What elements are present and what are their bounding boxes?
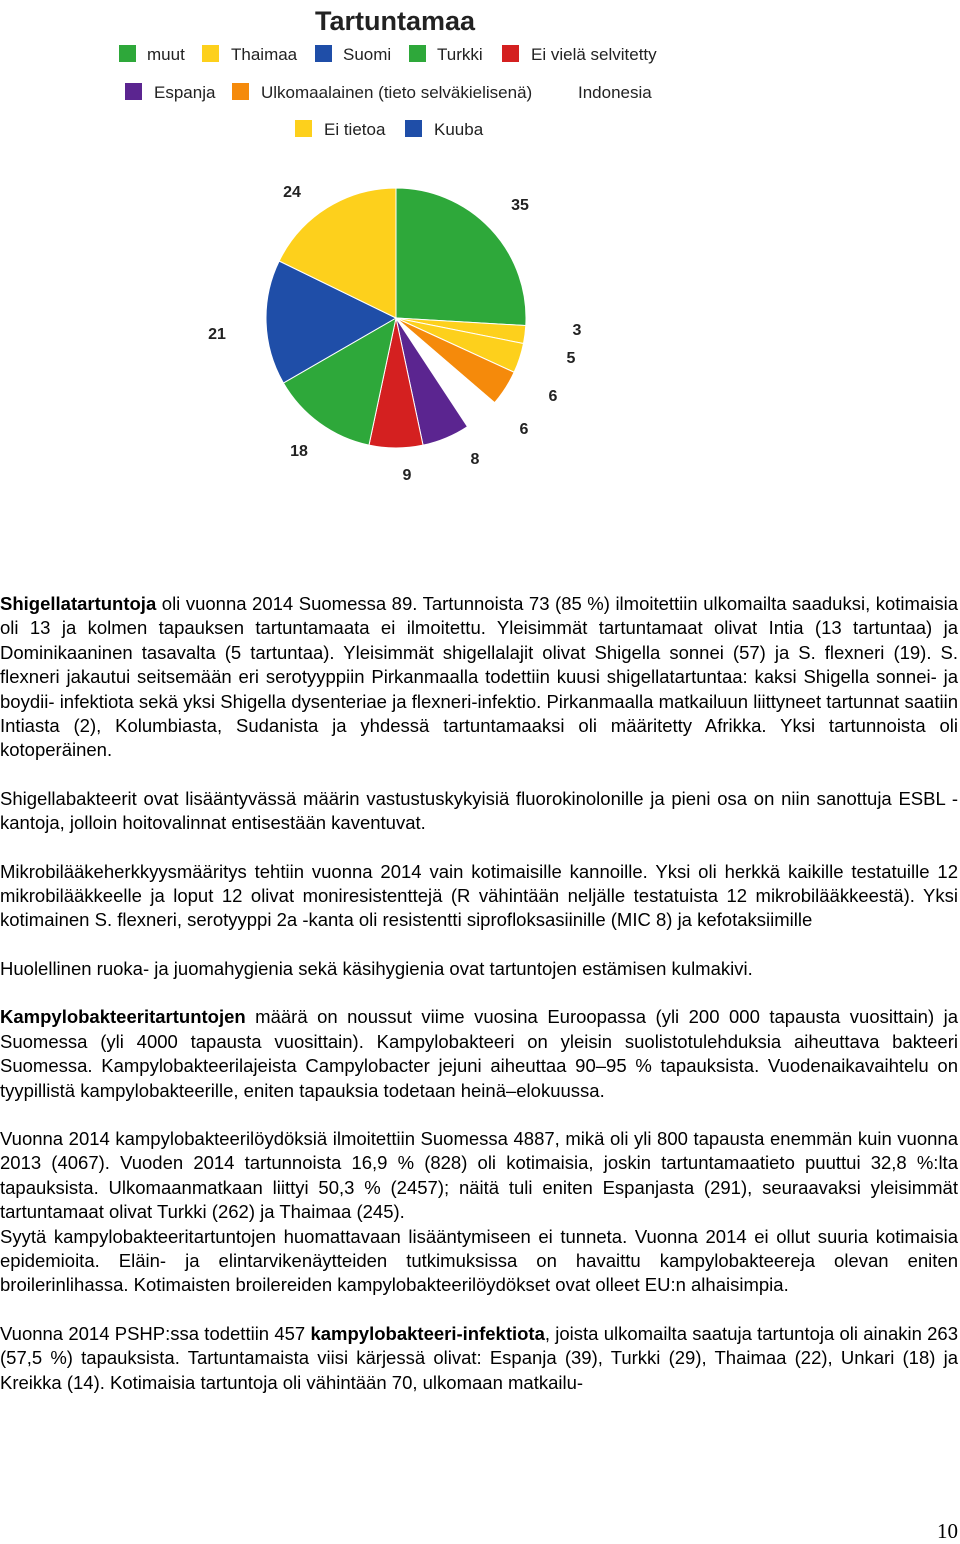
- legend-item-muut: [119, 45, 185, 64]
- legend-item-suomi: [315, 45, 391, 64]
- paragraph-text: Vuonna 2014 PSHP:ssa todettiin 457: [0, 1322, 311, 1344]
- slice-label: 21: [208, 326, 226, 343]
- page-number: 10: [937, 1519, 958, 1543]
- legend-swatch: [315, 45, 332, 62]
- slice-label: 18: [290, 443, 308, 460]
- shigella-heading: Shigellatartuntoja: [0, 593, 157, 614]
- slice-label: 35: [511, 197, 529, 214]
- legend-label: Suomi: [343, 45, 392, 64]
- chart-title: Tartuntamaa: [314, 6, 476, 36]
- legend-label: Espanja: [154, 83, 216, 102]
- legend-item-ulkomaalainen: [232, 83, 532, 102]
- pie-slice: [396, 188, 526, 326]
- legend-label: Turkki: [437, 45, 483, 64]
- paragraph-text: oli vuonna 2014 Suomessa 89. Tartunnoista 73 (85 %) ilmoitettiin ulkomailta saaduksi, kotimaisia oli 13 ja kolmen tapauksen tartuntamaata ei ilmoitettu. Yleisimmät tartuntamaat olivat Intia (13 tartuntaa) ja Dominikaaninen tasavalta (5 tartuntaa). Yleisimmät shigellalajit olivat Shigella sonnei (57) ja S. flexneri (19). S. flexneri jakautui seitsemään eri serotyyppiin Pirkanmaalla todettiin kuusi shigellatartuntaa: kaksi Shigella sonnei- ja boydii- infektiota sekä yksi Shigella dysenteriae ja flexneri-infektio. Pirkanmaalla matkailuun liittyneet tartunnat saatiin Intiasta (2), Kolumbiasta, Sudanista ja yhdessä tartuntamaaksi oli määritetty Afrikka. Yksi tartunnoista oli kotoperäinen.: [0, 593, 958, 761]
- legend-swatch: [405, 120, 422, 137]
- legend-label: Thaimaa: [231, 45, 298, 64]
- legend-swatch: [202, 45, 219, 62]
- legend-label: Indonesia: [578, 83, 652, 102]
- legend-swatch: [125, 83, 142, 100]
- legend-item-turkki: [409, 45, 483, 64]
- slice-label: 9: [402, 467, 412, 484]
- susceptibility-paragraph: Mikrobilääkeherkkyysmääritys tehtiin vuonna 2014 vain kotimaisille kannoille. Yksi oli herkkä kaikille testatuille 12 mikrobilääkkeelle ja loput 12 olivat moniresistenttejä (R vähintään neljälle testatuista 12 mikrobilääkkeestä). Yksi kotimainen S. flexneri, serotyyppi 2a -kanta oli resistentti siprofloksasiinille (MIC 8) ja kefotaksiimille: [0, 860, 958, 931]
- hygiene-paragraph: Huolellinen ruoka- ja juomahygienia sekä käsihygienia ovat tartuntojen estämisen kulmakivi.: [0, 957, 753, 979]
- campylobacter-2014-paragraph: Vuonna 2014 kampylobakteerilöydöksiä ilmoitettiin Suomessa 4887, mikä oli yli 800 tapausta enemmän kuin vuonna 2013 (4067). Vuoden 2014 tartunnoista 16,9 % (828) oli kotimaisia, joskin tartuntamaatieto puuttui 32,8 %:lta tapauksista. Ulkomaanmatkaan liittyi 50,3 % (2457); näitä tuli eniten Espanjasta (291), seuraavaksi yleisimmät tartuntamaat olivat Turkki (262) ja Thaimaa (245).: [0, 1127, 958, 1223]
- legend-label: Kuuba: [434, 120, 484, 139]
- legend-item-thaimaa: [202, 45, 298, 64]
- campylobacter-infections-bold: kampylobakteeri-infektiota: [310, 1322, 545, 1344]
- legend-item-espanja: [125, 83, 216, 102]
- legend-label: Ei vielä selvitetty: [531, 45, 657, 64]
- slice-label: 8: [470, 451, 480, 468]
- paragraph-text: , joista ulkomailta saatuja tartuntoja oli ainakin 263 (57,5 %) tapauksista. Tartuntamaista viisi kärjessä olivat: Espanja (39), Turkki (29), Thaimaa (22), Unkari (18) ja Kreikka (14). Kotimaisia tartuntoja oli vähintään 70, ulkomaan matkailu-: [0, 1322, 959, 1393]
- pie-slices: [266, 188, 526, 448]
- body-text: [0, 592, 958, 1419]
- legend-swatch: [232, 83, 249, 100]
- legend-swatch: [295, 120, 312, 137]
- legend-label: Ulkomaalainen (tieto selväkielisenä): [261, 83, 533, 102]
- legend-swatch: [502, 45, 519, 62]
- campylobacter-paragraph: [0, 1005, 958, 1103]
- slice-label: 24: [283, 184, 301, 201]
- paragraph-text: määrä on noussut viime vuosina Euroopassa (yli 200 000 tapausta vuosittain) ja Suomessa (yli 4000 tapausta vuosittain). Kampylobakteeri on yleisin suolistotulehduksia aiheuttava bakteeri Suomessa. Kampylobakteerilajeista Campylobacter jejuni aiheuttaa 90–95 % tapauksista. Vuodenaikavaihtelu on tyypillistä kampylobakteerille, eniten tapauksia todetaan heinä–elokuussa.: [0, 1006, 958, 1101]
- legend-item-indonesia: [549, 83, 652, 102]
- chart-legend: [119, 45, 657, 139]
- legend-item-kuuba: [405, 120, 484, 139]
- slice-label: 5: [566, 350, 576, 367]
- legend-swatch: [119, 45, 136, 62]
- legend-item-ei-viela-selvitetty: [502, 45, 657, 64]
- pshp-paragraph: [0, 1322, 958, 1395]
- slice-label: 6: [548, 388, 558, 405]
- legend-swatch: [409, 45, 426, 62]
- shigella-paragraph: [0, 592, 958, 763]
- country-pie-chart: [0, 0, 960, 560]
- legend-label: Ei tietoa: [324, 120, 386, 139]
- slice-label: 3: [572, 322, 582, 339]
- legend-label: muut: [147, 45, 185, 64]
- legend-item-ei-tietoa: [295, 120, 386, 139]
- legend-swatch: [549, 83, 566, 100]
- resistance-paragraph: Shigellabakteerit ovat lisääntyvässä määrin vastustuskykyisiä fluorokinolonille ja pieni osa on niin sanottuja ESBL -kantoja, jolloin hoitovalinnat entisestään kaventuvat.: [0, 787, 958, 834]
- slice-label: 6: [519, 421, 529, 438]
- campylobacter-heading: Kampylobakteeritartuntojen: [0, 1006, 246, 1028]
- campylobacter-causes-paragraph: Syytä kampylobakteeritartuntojen huomattavaan lisääntymiseen ei tunneta. Vuonna 2014 ei ollut suuria kotimaisia epidemioita. Eläin- ja elintarvikenäytteiden tutkimuksissa on havaittu kampylobakteereja olevan eniten broilerinlihassa. Kotimaisten broilereiden kampylobakteerilöydökset ovat olleet EU:n alhaisimpia.: [0, 1225, 958, 1296]
